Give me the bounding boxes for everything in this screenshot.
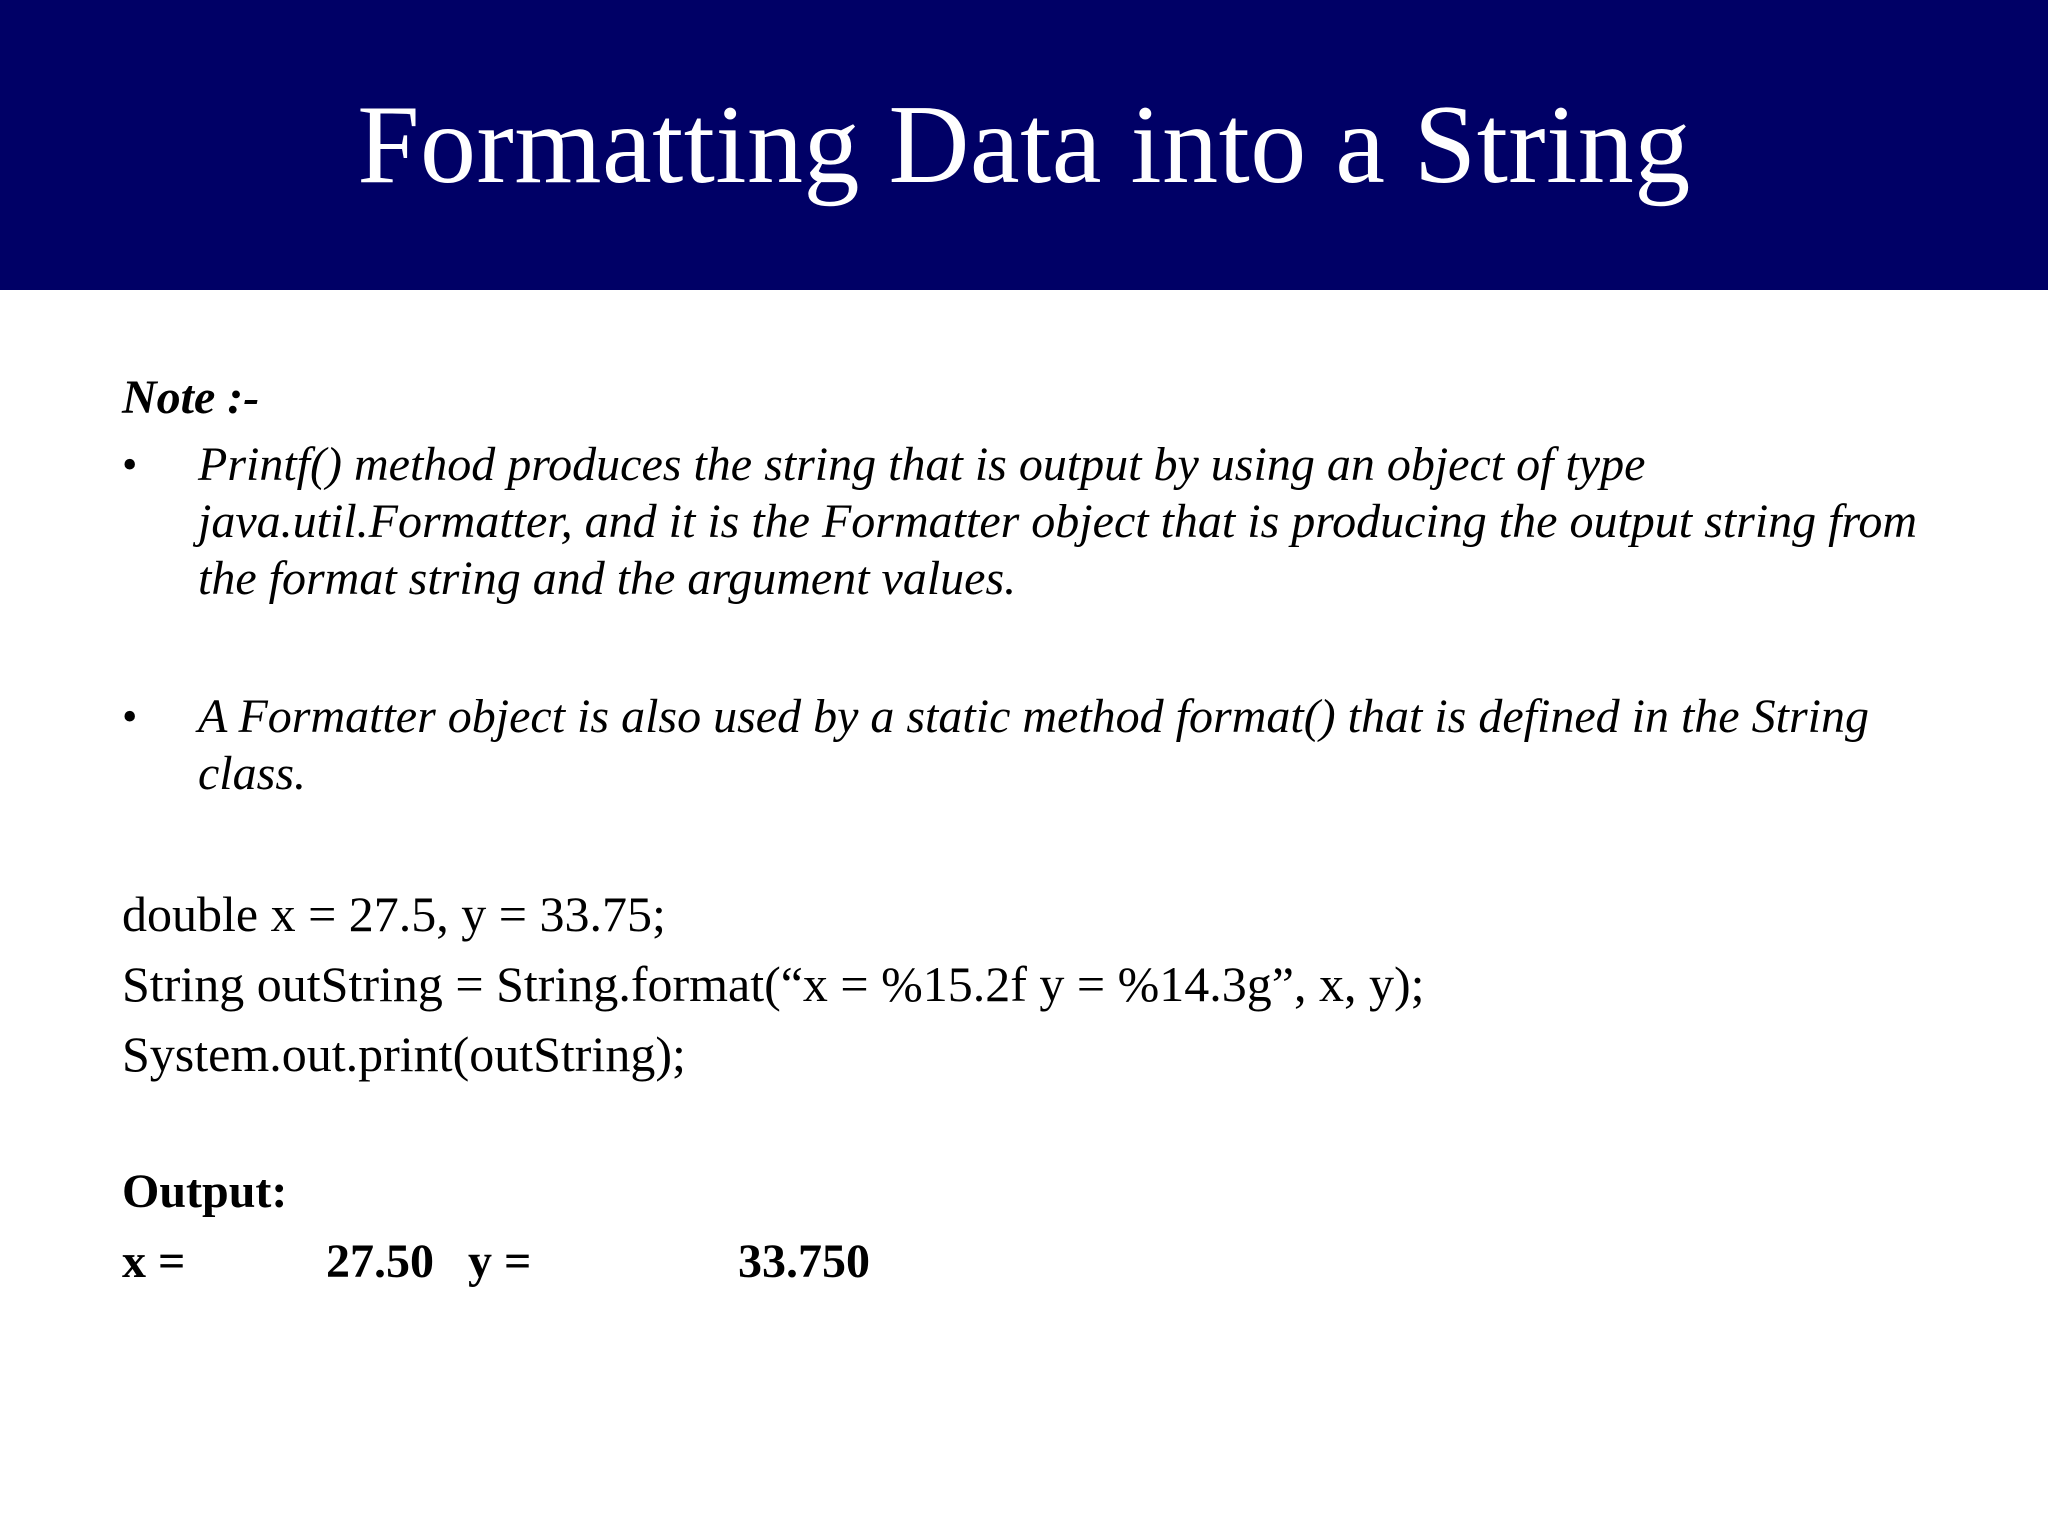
bullet-dot-icon: • — [122, 440, 138, 489]
output-label: Output: — [122, 1165, 288, 1218]
bullet-dot-icon: • — [122, 692, 138, 741]
code-line: double x = 27.5, y = 33.75; — [122, 886, 666, 942]
output-line — [122, 1232, 1322, 1292]
bullet-text: Printf() method produces the string that is output by using an object of type java.util.Formatter, and it is the Formatter object that is producing the output string from the format string and the argument values. — [198, 438, 1918, 605]
output-y-value: 33.750 — [738, 1235, 870, 1288]
output-x-label: x = — [122, 1235, 186, 1288]
output-x-value: 27.50 — [326, 1235, 434, 1288]
bullet-text: A Formatter object is also used by a static method format() that is defined in the String class. — [198, 690, 1869, 800]
output-y-label: y = — [468, 1235, 532, 1288]
slide-title: Formatting Data into a String — [357, 83, 1691, 207]
code-line: String outString = String.format(“x = %15.2f y = %14.3g”, x, y); — [122, 956, 1425, 1012]
note-label: Note :- — [122, 371, 260, 424]
code-line: System.out.print(outString); — [122, 1026, 686, 1082]
